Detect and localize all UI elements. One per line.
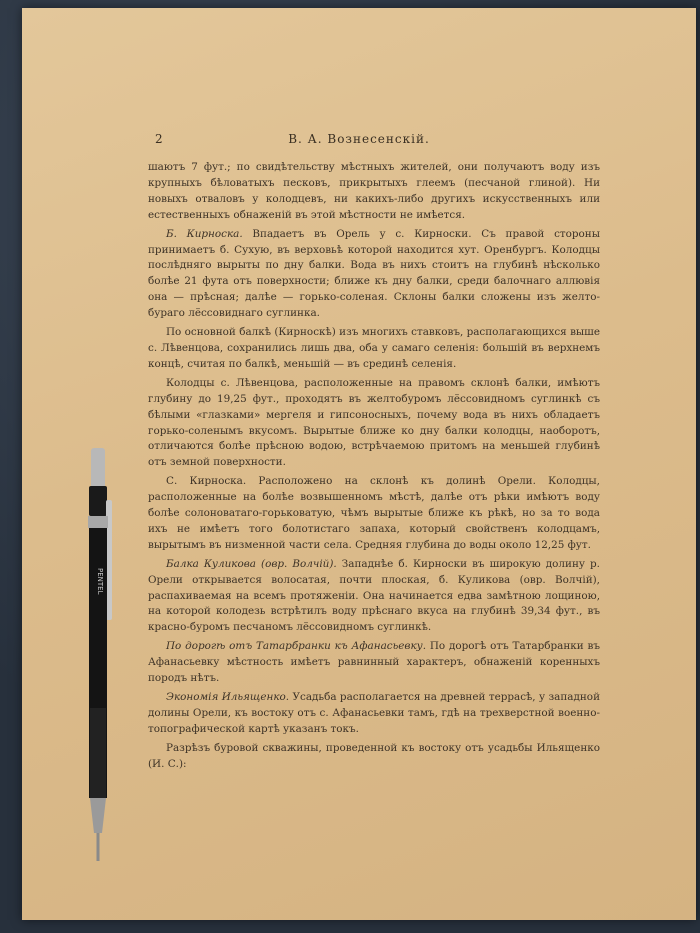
body-text: [148, 160, 600, 773]
running-head: В. А. Вознесенскій.: [288, 132, 430, 146]
document-page: [22, 8, 696, 920]
paragraph: [148, 639, 600, 687]
paragraph-text: Колодцы с. Лѣвенцова, расположенные на правомъ склонѣ балки, имѣютъ глубину до 19,25 фут., проходятъ въ желтобуромъ лёссовидномъ суглинкѣ съ бѣлыми «глазками» мергеля и гипсоносныхъ, почему вода въ нихъ обладаетъ горько-соленымъ вкусомъ. Вырытые ближе ко дну балки колодцы, наоборотъ, отличаются болѣе прѣсною водою, встрѣчаемою притомъ на меньшей глубинѣ отъ земной поверхности.: [148, 376, 600, 469]
pencil-ring: [88, 516, 108, 528]
paragraph-lead: Экономія Ильященко.: [166, 691, 290, 703]
paragraph-lead: Балка Куликова (овр. Волчій).: [166, 557, 337, 570]
paragraph-text: шаютъ 7 фут.; по свидѣтельству мѣстныхъ жителей, они получаютъ воду изъ крупныхъ бѣловатыхъ песковъ, прикрытыхъ глеемъ (песчаной глиной). Ни новыхъ отваловъ у колодцевъ, ни какихъ-либо другихъ искусственныхъ или естественныхъ обнаженій въ этой мѣстности не имѣется.: [148, 161, 600, 221]
pencil-cone: [90, 798, 106, 833]
page-number: 2: [155, 132, 163, 146]
pencil-brand-label: PENTEL: [96, 568, 104, 595]
paragraph: [148, 690, 600, 738]
paragraph: [148, 325, 600, 373]
paragraph: [148, 741, 600, 773]
paragraph: [148, 376, 600, 471]
pencil-sleeve: [97, 833, 100, 861]
paragraph-text: По основной балкѣ (Кирноскѣ) изъ многихъ ставковъ, располагающихся выше с. Лѣвенцова, сохранились лишь два, оба у самаго селенія: большій въ верхнемъ концѣ, считая по балкѣ, меньшій — въ срединѣ селенія.: [148, 326, 600, 370]
paragraph-text: С. Кирноска. Расположено на склонѣ къ долинѣ Орели. Колодцы, расположенные на болѣе возвышенномъ мѣстѣ, далѣе отъ рѣки имѣютъ воду болѣе солоноватаго-горьковатую, чѣмъ вырытые ближе къ рѣкѣ, но за то вода ихъ не имѣетъ того болотистаго запаха, который свойственъ колодцамъ, вырытымъ въ низменной части села. Средняя глубина до воды около 12,25 фут.: [148, 475, 600, 551]
pencil-grip-band: [89, 486, 107, 516]
paragraph-text: Усадьба располагается на древней террасѣ, у западной долины Орели, къ востоку отъ с. Афанасьевки тамъ, гдѣ на трехверстной военно-топографической картѣ указанъ токъ.: [148, 691, 600, 735]
paragraph: [148, 160, 600, 224]
paragraph-lead: Б. Кирноска.: [166, 227, 243, 240]
paragraph-text: Впадаетъ въ Орель у с. Кирноски. Съ правой стороны принимаетъ б. Сухую, въ верховьѣ которой находится хут. Оренбургъ. Колодцы послѣдняго вырыты по дну балки. Вода въ нихъ стоитъ на глубинѣ нѣсколько болѣе 21 фута отъ поверхности; ближе къ дну балки, среди балочнаго аллювія она — прѣсная; далѣе — горько-соленая. Склоны балки сложены изъ желто-бураго лёссовиднаго суглинка.: [148, 227, 601, 320]
paragraph: [148, 227, 600, 322]
paragraph-text: По дорогѣ отъ Татарбранки въ Афанасьевку мѣстность имѣетъ равнинный характеръ, обнаженій коренныхъ породъ нѣтъ.: [148, 640, 600, 685]
paragraph-text: Разрѣзъ буровой скважины, проведенной къ востоку отъ усадьбы Ильященко (И. С.):: [148, 741, 600, 770]
paragraph: [148, 557, 600, 637]
paragraph-text: Западнѣе б. Кирноски въ широкую долину р. Орели открывается волосатая, почти плоская, б. Куликова (овр. Волчій), распахиваемая на всемъ протяженіи. Она начинается едва замѣтною лощиною, на которой колодезь встрѣтилъ воду прѣснаго вкуса на глубинѣ 39,34 фут., въ красно-буромъ песчаномъ лёссовидномъ суглинкѣ.: [148, 557, 600, 634]
pencil-grip: [90, 708, 106, 798]
paragraph: [148, 474, 600, 554]
pencil-cap: [91, 448, 105, 488]
page-header: [22, 132, 696, 152]
paragraph-lead: По дорогѣ отъ Татарбранки къ Афанасьевку.: [166, 640, 426, 653]
mechanical-pencil: [82, 448, 118, 868]
